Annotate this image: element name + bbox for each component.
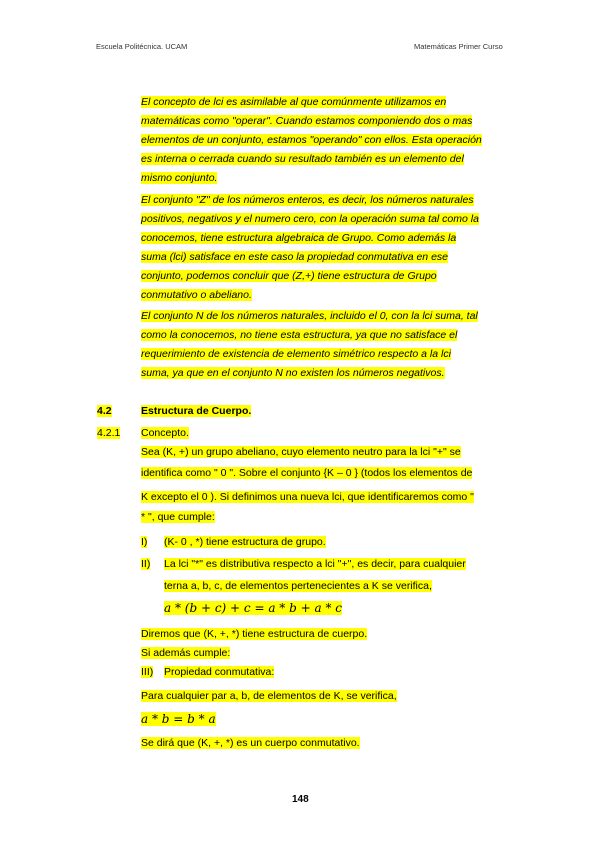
text-line: Sea (K, +) un grupo abeliano, cuyo elemento neutro para la lci "+" se — [141, 446, 461, 458]
text-line: matemáticas como "operar". Cuando estamos componiendo dos o mas — [141, 115, 473, 127]
list-label: II) — [141, 558, 151, 570]
text-line: El concepto de lci es asimilable al que comúnmente utilizamos en — [141, 96, 447, 108]
text-line: Se dirá que (K, +, *) es un cuerpo conmutativo. — [141, 737, 360, 749]
list-item-text: (K- 0 , *) tiene estructura de grupo. — [164, 536, 326, 548]
text-line: suma, ya que en el conjunto N no existen los números negativos. — [141, 367, 445, 379]
list-label: I) — [141, 536, 148, 548]
text-line: conjunto, podemos concluir que (Z,+) tiene estructura de Grupo — [141, 270, 437, 282]
list-item-text: La lci "*" es distributiva respecto a lci "+", es decir, para cualquier — [164, 558, 466, 570]
list-item-text: Propiedad conmutativa: — [164, 666, 275, 678]
text-line: Diremos que (K, +, *) tiene estructura de cuerpo. — [141, 628, 368, 640]
text-line: mismo conjunto. — [141, 172, 218, 184]
text-line: El conjunto N de los números naturales, incluido el 0, con la lci suma, tal — [141, 310, 478, 322]
subsection-number: 4.2.1 — [97, 427, 121, 439]
formula-commutative: a * b = b * a — [141, 712, 216, 726]
text-line: El conjunto "Z" de los números enteros, es decir, los números naturales — [141, 194, 474, 206]
text-line: K excepto el 0 ). Si definimos una nueva lci, que identificaremos como " — [141, 491, 474, 503]
text-line: es interna o cerrada cuando su resultado también es un elemento del — [141, 153, 464, 165]
text-line: suma (lci) satisface en este caso la propiedad conmutativa en ese — [141, 251, 448, 263]
page-number: 148 — [292, 794, 309, 805]
text-line: conmutativo o abeliano. — [141, 289, 252, 301]
text-line: identifica como " 0 ". Sobre el conjunto {K – 0 } (todos los elementos de — [141, 467, 473, 479]
list-label: III) — [141, 666, 154, 678]
text-line: Si además cumple: — [141, 647, 231, 659]
header-left: Escuela Politécnica. UCAM — [96, 42, 188, 51]
section-number: 4.2 — [97, 405, 112, 417]
text-line: elementos de un conjunto, estamos "operando" con ellos. Esta operación — [141, 134, 482, 146]
subsection-title: Concepto. — [141, 427, 189, 439]
formula-distributive: a * (b + c) + c = a * b + a * c — [164, 601, 342, 615]
header-right: Matemáticas Primer Curso — [414, 42, 503, 51]
text-line: conocemos, tiene estructura algebraica de Grupo. Como además la — [141, 232, 457, 244]
text-line: requerimiento de existencia de elemento simétrico respecto a la lci — [141, 348, 451, 360]
section-title: Estructura de Cuerpo. — [141, 405, 252, 417]
text-line: * ", que cumple: — [141, 511, 215, 523]
list-item-text: terna a, b, c, de elementos pertenecientes a K se verifica, — [164, 580, 432, 592]
text-line: positivos, negativos y el numero cero, con la operación suma tal como la — [141, 213, 479, 225]
text-line: Para cualquier par a, b, de elementos de K, se verifica, — [141, 690, 397, 702]
text-line: como la conocemos, no tiene esta estructura, ya que no satisface el — [141, 329, 458, 341]
